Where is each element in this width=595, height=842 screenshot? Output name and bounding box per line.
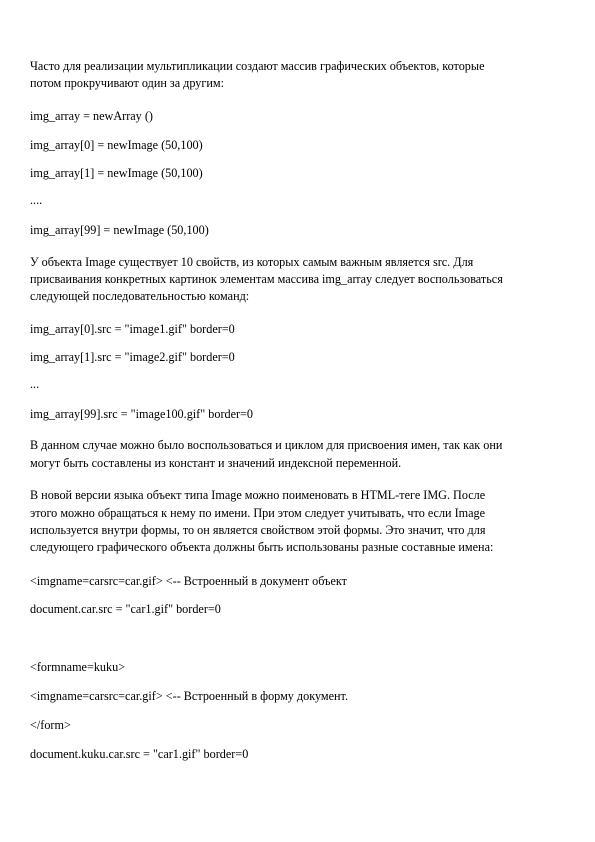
paragraph-line: следующей последовательностью команд: — [30, 289, 250, 303]
paragraph-line: следующего графического объекта должны быть использованы разные составные имена: — [30, 540, 494, 554]
code-line: img_array[99].src = "image100.gif" border=0 — [30, 407, 254, 421]
code-line: img_array[0] = newImage (50,100) — [30, 138, 203, 152]
code-line: <imgname=carsrc=car.gif> <-- Встроенный в форму документ. — [30, 689, 348, 703]
paragraph-line: В данном случае можно было воспользоваться и циклом для присвоения имен, так как они — [30, 438, 503, 452]
code-line: document.kuku.car.src = "car1.gif" border=0 — [30, 747, 249, 761]
paragraph-line: В новой версии языка объект типа Image можно поименовать в HTML-теге IMG. После — [30, 488, 486, 502]
paragraph-line: Часто для реализации мультипликации создают массив графических объектов, которые — [30, 59, 485, 73]
code-line: img_array = newArray () — [30, 109, 153, 123]
code-line: img_array[1].src = "image2.gif" border=0 — [30, 350, 235, 364]
paragraph-line: используется внутри формы, то он является свойством этой формы. Это значит, что для — [30, 523, 486, 537]
paragraph-line: присваивания конкретных картинок элементам массива img_array следует воспользоваться — [30, 272, 503, 286]
code-line: <formname=kuku> — [30, 660, 126, 674]
ellipsis-line: ... — [30, 377, 40, 391]
code-line: img_array[1] = newImage (50,100) — [30, 166, 203, 180]
code-line: img_array[99] = newImage (50,100) — [30, 223, 209, 237]
code-line: </form> — [30, 718, 71, 732]
code-line: document.car.src = "car1.gif" border=0 — [30, 602, 221, 616]
code-line: <imgname=carsrc=car.gif> <-- Встроенный в документ объект — [30, 574, 347, 588]
paragraph-line: могут быть составлены из констант и значений индексной переменной. — [30, 456, 402, 470]
paragraph-line: У объекта Image существует 10 свойств, из которых самым важным является src. Для — [30, 255, 474, 269]
paragraph-line: потом прокручивают один за другим: — [30, 76, 225, 90]
code-line: img_array[0].src = "image1.gif" border=0 — [30, 322, 235, 336]
paragraph-line: этого можно обращаться к нему по имени. При этом следует учитывать, что если Image — [30, 506, 486, 520]
ellipsis-line: .... — [30, 193, 43, 207]
